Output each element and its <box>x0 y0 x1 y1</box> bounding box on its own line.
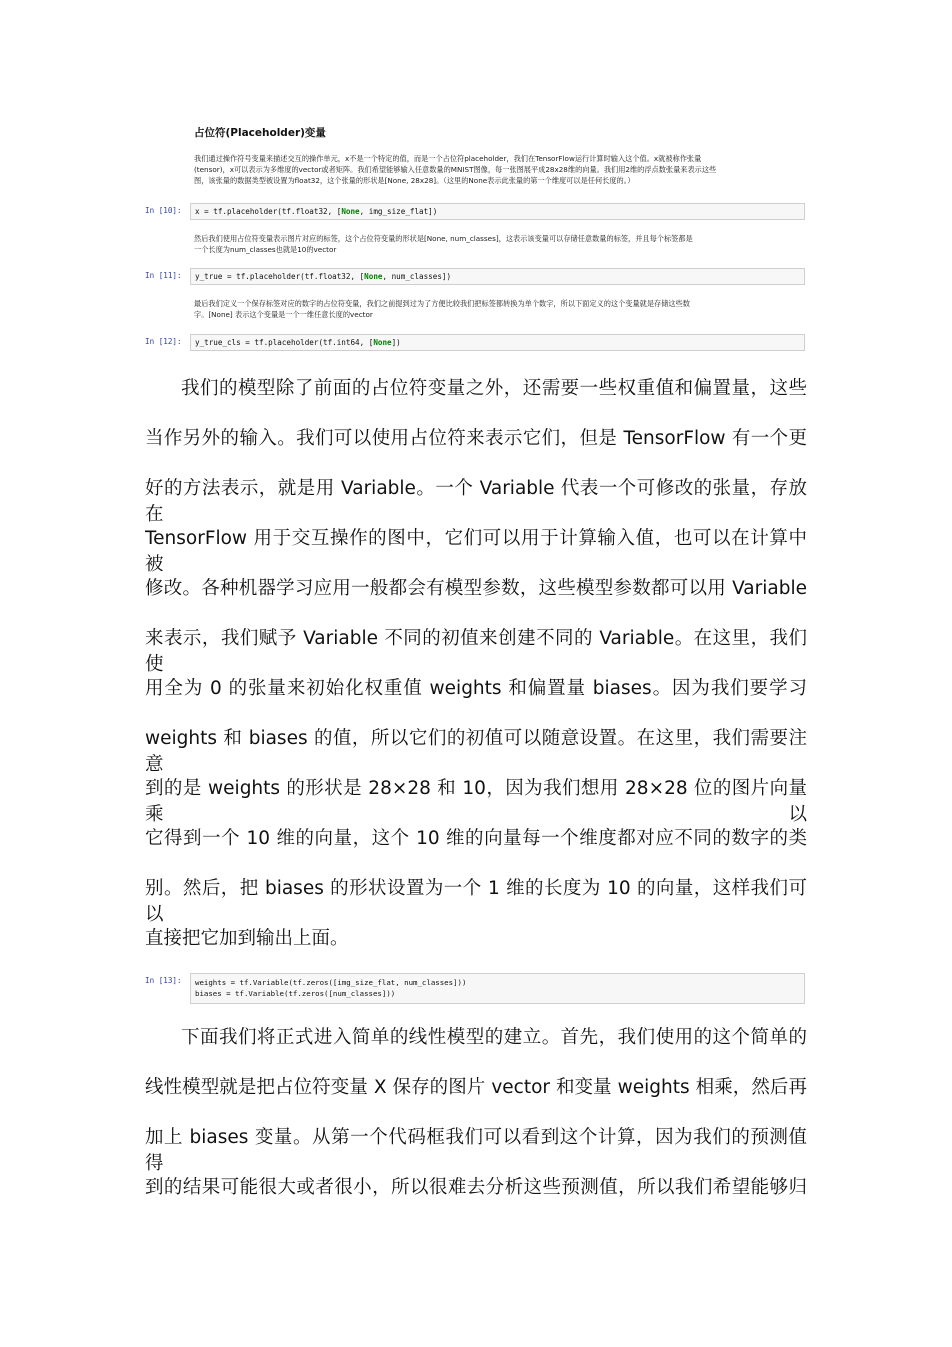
markdown-line: 我们通过操作符号变量来描述交互的操作单元，x不是一个特定的值，而是一个占位符placeholder，我们在TensorFlow运行计算时输入这个值。x就被称作张量 <box>194 154 702 163</box>
paragraph-line: 当作另外的输入。我们可以使用占位符来表示它们，但是 TensorFlow 有一个更 <box>145 428 807 449</box>
paragraph-line: 我们的模型除了前面的占位符变量之外，还需要一些权重值和偏置量，这些 <box>181 378 807 399</box>
code-cell-11 <box>145 268 805 285</box>
cell-prompt: In [10]: <box>145 206 182 215</box>
markdown-cell-placeholder-intro <box>194 153 806 186</box>
markdown-line: 最后我们定义一个保存标签对应的数字的占位符变量，我们之前提到过为了方便比较我们把标签都转换为单个数字，所以下面定义的这个变量就是存储这些数 <box>194 299 690 308</box>
paragraph-line: 直接把它加到输出上面。 <box>145 928 349 949</box>
markdown-line: 然后我们使用占位符变量表示图片对应的标签，这个占位符变量的形状是[None, num_classes]，这表示该变量可以存储任意数量的标签，并且每个标签都是 <box>194 234 693 243</box>
paragraph-line: 别。然后，把 biases 的形状设置为一个 1 维的长度为 10 的向量，这样我们可以 <box>145 878 807 925</box>
markdown-line: 一个长度为num_classes也就是10的vector <box>194 245 337 254</box>
code-input: weights = tf.Variable(tf.zeros([img_size_flat, num_classes])) biases = tf.Variable(tf.zeros([num_classes])) <box>190 973 805 1004</box>
paragraph-line: 好的方法表示，就是用 Variable。一个 Variable 代表一个可修改的张量，存放在 <box>145 478 807 525</box>
paragraph-linear-model <box>145 1025 807 1225</box>
paragraph-line: 下面我们将正式进入简单的线性模型的建立。首先，我们使用的这个简单的 <box>181 1027 807 1048</box>
paragraph-line: 修改。各种机器学习应用一般都会有模型参数，这些模型参数都可以用 Variable <box>145 578 807 599</box>
markdown-cell-labels <box>194 233 806 255</box>
paragraph-line: 到的是 weights 的形状是 28×28 和 10，因为我们想用 28×28 位的图片向量乘以 <box>145 778 807 825</box>
code-input: y_true_cls = tf.placeholder(tf.int64, [None]) <box>190 334 805 351</box>
cell-prompt: In [12]: <box>145 337 182 346</box>
paragraph-line: 加上 biases 变量。从第一个代码框我们可以看到这个计算，因为我们的预测值得 <box>145 1127 807 1174</box>
notebook-heading: 占位符(Placeholder)变量 <box>194 127 326 139</box>
paragraph-variables <box>145 376 807 976</box>
paragraph-line: 到的结果可能很大或者很小，所以很难去分析这些预测值，所以我们希望能够归 <box>145 1177 807 1198</box>
code-cell-10 <box>145 203 805 220</box>
cell-prompt: In [13]: <box>145 976 182 985</box>
code-input: y_true = tf.placeholder(tf.float32, [None, num_classes]) <box>190 268 805 285</box>
paragraph-line: 它得到一个 10 维的向量，这个 10 维的向量每一个维度都对应不同的数字的类 <box>145 828 807 849</box>
paragraph-line: 用全为 0 的张量来初始化权重值 weights 和偏置量 biases。因为我们要学习 <box>145 678 807 699</box>
markdown-cell-cls <box>194 298 806 320</box>
paragraph-line: weights 和 biases 的值，所以它们的初值可以随意设置。在这里，我们需要注意 <box>145 728 807 775</box>
paragraph-line: 线性模型就是把占位符变量 X 保存的图片 vector 和变量 weights 相乘，然后再 <box>145 1077 807 1098</box>
markdown-line: 图，该张量的数据类型被设置为float32，这个张量的形状是[None, 28x28]。（这里的None表示此张量的第一个维度可以是任何长度的。） <box>194 176 635 185</box>
code-cell-13 <box>145 973 805 1004</box>
markdown-line: (tensor)，x可以表示为多维度的vector或者矩阵。我们希望能够输入任意数量的MNIST图像，每一张图展平成28x28维的向量。我们用2维的浮点数张量来表示这些 <box>194 165 717 174</box>
code-cell-12 <box>145 334 805 351</box>
paragraph-line: TensorFlow 用于交互操作的图中，它们可以用于计算输入值，也可以在计算中被 <box>145 528 807 575</box>
cell-prompt: In [11]: <box>145 271 182 280</box>
code-input: x = tf.placeholder(tf.float32, [None, img_size_flat]) <box>190 203 805 220</box>
paragraph-line: 来表示，我们赋予 Variable 不同的初值来创建不同的 Variable。在这里，我们使 <box>145 628 807 675</box>
markdown-line: 字。[None] 表示这个变量是一个一维任意长度的vector <box>194 310 373 319</box>
